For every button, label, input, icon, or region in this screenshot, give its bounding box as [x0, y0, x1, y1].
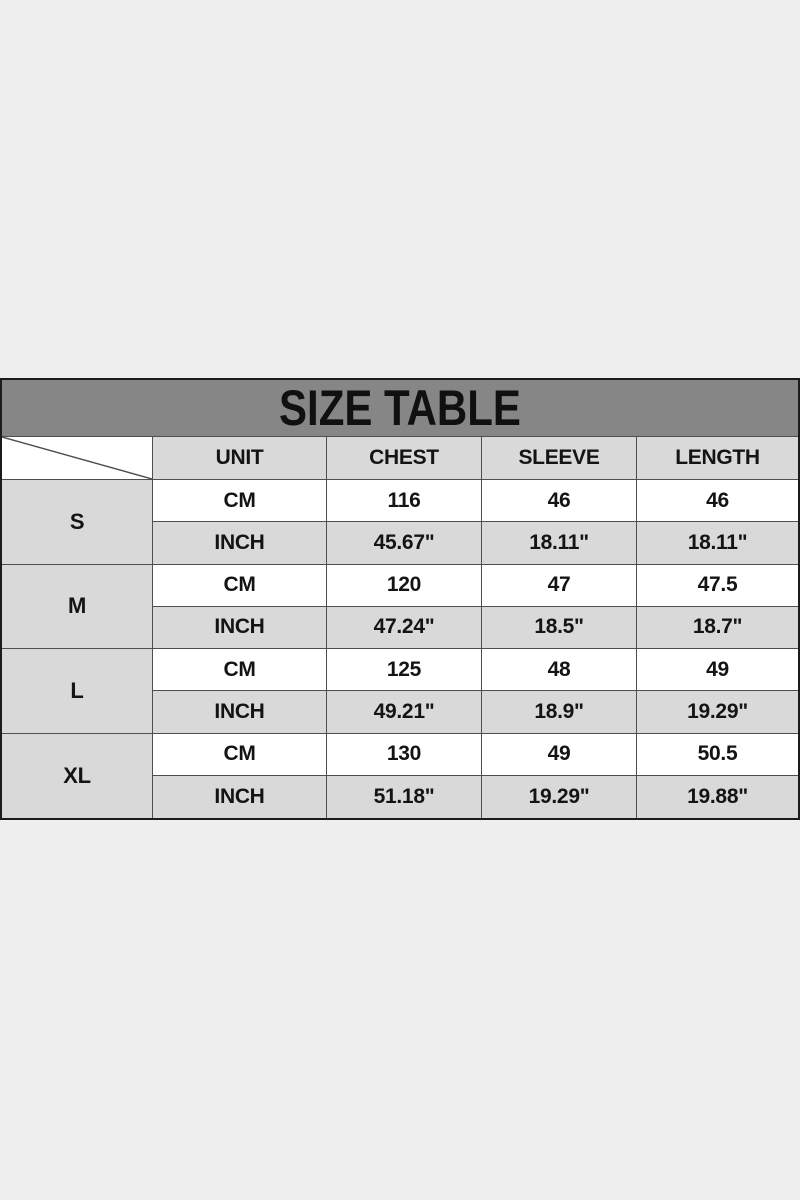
- value-cell-s-sleeve-inch: 18.11": [482, 522, 637, 564]
- diagonal-line-icon: [2, 437, 152, 479]
- value-cell-m-sleeve-inch: 18.5": [482, 607, 637, 649]
- value-cell-l-sleeve-inch: 18.9": [482, 691, 637, 733]
- table-title: SIZE TABLE: [279, 380, 521, 436]
- value-cell-xl-length-inch: 19.88": [637, 776, 798, 818]
- value-cell-m-length-inch: 18.7": [637, 607, 798, 649]
- value-cell-xl-sleeve-inch: 19.29": [482, 776, 637, 818]
- value-cell-s-length-inch: 18.11": [637, 522, 798, 564]
- value-cell-l-chest-inch: 49.21": [327, 691, 482, 733]
- unit-cell-inch: INCH: [153, 776, 327, 818]
- value-cell-m-length-cm: 47.5: [637, 565, 798, 607]
- size-cell-xl: XL: [2, 734, 153, 819]
- unit-cell-inch: INCH: [153, 691, 327, 733]
- value-cell-xl-length-cm: 50.5: [637, 734, 798, 776]
- header-cell-sleeve: SLEEVE: [482, 437, 637, 480]
- diagonal-header-cell: [2, 437, 153, 480]
- header-cell-length: LENGTH: [637, 437, 798, 480]
- value-cell-l-sleeve-cm: 48: [482, 649, 637, 691]
- value-cell-xl-sleeve-cm: 49: [482, 734, 637, 776]
- value-cell-xl-chest-inch: 51.18": [327, 776, 482, 818]
- value-cell-s-length-cm: 46: [637, 480, 798, 522]
- unit-cell-inch: INCH: [153, 522, 327, 564]
- value-cell-l-length-cm: 49: [637, 649, 798, 691]
- value-cell-l-chest-cm: 125: [327, 649, 482, 691]
- unit-cell-cm: CM: [153, 480, 327, 522]
- unit-cell-cm: CM: [153, 734, 327, 776]
- size-cell-l: L: [2, 649, 153, 734]
- size-cell-s: S: [2, 480, 153, 565]
- table-title-bar: [2, 380, 798, 437]
- value-cell-s-sleeve-cm: 46: [482, 480, 637, 522]
- value-cell-m-chest-cm: 120: [327, 565, 482, 607]
- value-cell-s-chest-cm: 116: [327, 480, 482, 522]
- value-cell-s-chest-inch: 45.67": [327, 522, 482, 564]
- unit-cell-cm: CM: [153, 565, 327, 607]
- value-cell-m-sleeve-cm: 47: [482, 565, 637, 607]
- value-cell-m-chest-inch: 47.24": [327, 607, 482, 649]
- value-cell-l-length-inch: 19.29": [637, 691, 798, 733]
- size-cell-m: M: [2, 565, 153, 650]
- header-cell-unit: UNIT: [153, 437, 327, 480]
- size-table: [0, 378, 800, 820]
- header-cell-chest: CHEST: [327, 437, 482, 480]
- value-cell-xl-chest-cm: 130: [327, 734, 482, 776]
- unit-cell-cm: CM: [153, 649, 327, 691]
- unit-cell-inch: INCH: [153, 607, 327, 649]
